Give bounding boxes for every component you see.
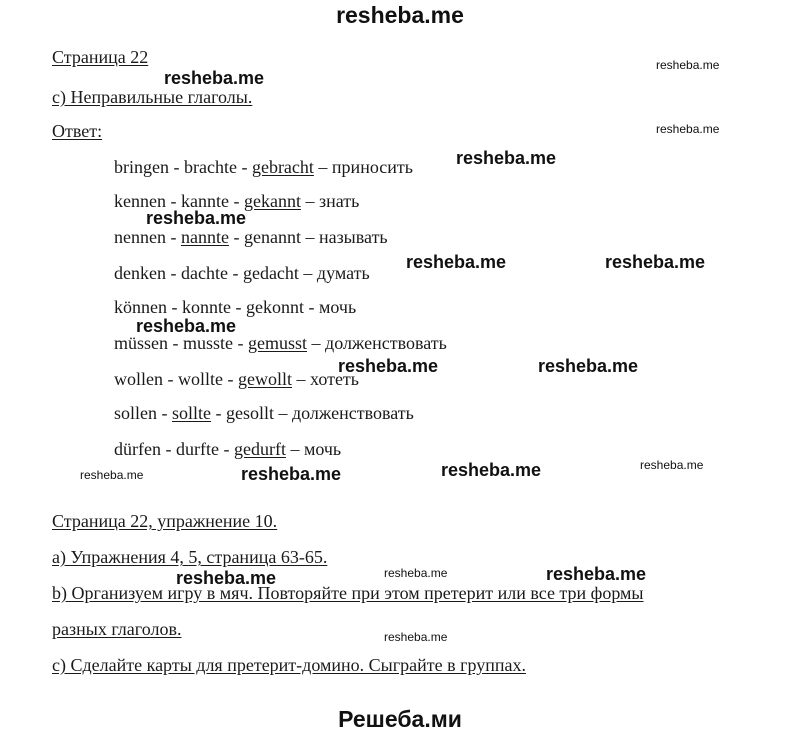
verb-past: wollte — [178, 369, 223, 389]
verb-past: kannte — [180, 191, 229, 211]
verb-separator: – — [313, 157, 332, 177]
verb-participle: gemusst — [248, 333, 308, 353]
watermark: resheba.me — [640, 458, 704, 472]
verb-participle: gekannt — [243, 191, 301, 211]
verb-separator: – — [307, 333, 326, 353]
verb-row: dürfen - durfte - gedurft – мочь — [114, 439, 342, 459]
verb-separator: – — [298, 263, 317, 283]
verb-infinitive: wollen — [114, 369, 163, 389]
verb-translation: долженствовать — [292, 403, 414, 423]
verb-row: sollen - sollte - gesollt – долженствовать — [114, 403, 414, 423]
verb-infinitive: sollen — [114, 403, 157, 423]
verb-separator: – — [300, 191, 319, 211]
watermark: resheba.me — [176, 568, 277, 588]
verb-separator: - — [304, 297, 319, 317]
verb-past: brachte — [183, 157, 237, 177]
verb-infinitive: bringen — [114, 157, 169, 177]
watermark: resheba.me — [146, 208, 247, 228]
verb-past: musste — [183, 333, 234, 353]
watermark: resheba.me — [384, 566, 448, 580]
exercise-item-b-line1: b) Организуем игру в мяч. Повторяйте при этом претерит или все три формы — [52, 583, 644, 603]
verb-participle: genannt — [243, 227, 301, 247]
page-heading: Страница 22 — [52, 47, 149, 67]
verb-row: nennen - nannte - genannt – называть — [114, 227, 388, 247]
verb-translation: мочь — [319, 297, 357, 317]
watermark: resheba.me — [546, 564, 647, 584]
watermark: resheba.me — [538, 356, 639, 376]
verb-participle: gedacht — [242, 263, 299, 283]
verb-past: durfte — [175, 439, 219, 459]
watermark: resheba.me — [136, 316, 237, 336]
subheading: с) Неправильные глаголы. — [52, 87, 253, 107]
verb-translation: долженствовать — [325, 333, 447, 353]
exercise-heading: Страница 22, упражнение 10. — [52, 511, 278, 531]
verb-separator: – — [274, 403, 292, 423]
site-header: resheba.me — [336, 2, 464, 28]
verb-past: sollte — [172, 403, 211, 423]
verb-row: können - konnte - gekonnt - мочь — [114, 297, 357, 317]
watermark: resheba.me — [605, 252, 706, 272]
watermark: resheba.me — [164, 68, 265, 88]
verb-translation: называть — [318, 227, 388, 247]
watermark: resheba.me — [406, 252, 507, 272]
exercise-item-c: с) Сделайте карты для претерит-домино. Сыграйте в группах. — [52, 655, 527, 675]
verb-infinitive: können — [114, 297, 167, 317]
verb-row: bringen - brachte - gebracht – приносить — [114, 157, 413, 177]
verb-translation: мочь — [303, 439, 342, 459]
watermark: resheba.me — [656, 122, 720, 136]
verb-past: dachte — [180, 263, 228, 283]
verb-infinitive: kennen — [114, 191, 166, 211]
verb-participle: gewollt — [238, 369, 292, 389]
watermark: resheba.me — [441, 460, 542, 480]
verb-translation: знать — [318, 191, 360, 211]
verb-infinitive: nennen — [114, 227, 166, 247]
watermark: resheba.me — [656, 58, 720, 72]
verb-participle: gedurft — [233, 439, 286, 459]
verb-row: wollen - wollte - gewollt – хотеть — [114, 369, 360, 389]
verb-infinitive: denken — [114, 263, 166, 283]
verb-row: kennen - kannte - gekannt – знать — [114, 191, 360, 211]
verb-separator: – — [292, 369, 310, 389]
verb-participle: gesollt — [226, 403, 274, 423]
verb-past: nannte — [180, 227, 229, 247]
verb-separator: – — [300, 227, 319, 247]
watermark: resheba.me — [338, 356, 439, 376]
verb-infinitive: dürfen — [114, 439, 161, 459]
watermark: resheba.me — [241, 464, 342, 484]
watermark: resheba.me — [456, 148, 557, 168]
verb-translation: хотеть — [310, 369, 360, 389]
verb-past: konnte — [182, 297, 231, 317]
site-footer: Решеба.ми — [338, 706, 462, 732]
verb-translation: думать — [316, 263, 370, 283]
answer-label: Ответ: — [52, 121, 103, 141]
verb-translation: приносить — [331, 157, 413, 177]
verb-row: müssen - musste - gemusst – долженствовать — [114, 333, 447, 353]
verb-infinitive: müssen — [114, 333, 168, 353]
exercise-item-b-line2: разных глаголов. — [52, 619, 182, 639]
verb-participle: gekonnt — [246, 297, 304, 317]
verb-row: denken - dachte - gedacht – думать — [114, 263, 370, 283]
verb-separator: – — [285, 439, 304, 459]
verb-participle: gebracht — [251, 157, 314, 177]
watermark: resheba.me — [80, 468, 144, 482]
watermark: resheba.me — [384, 630, 448, 644]
exercise-item-a: а) Упражнения 4, 5, страница 63-65. — [52, 547, 328, 567]
